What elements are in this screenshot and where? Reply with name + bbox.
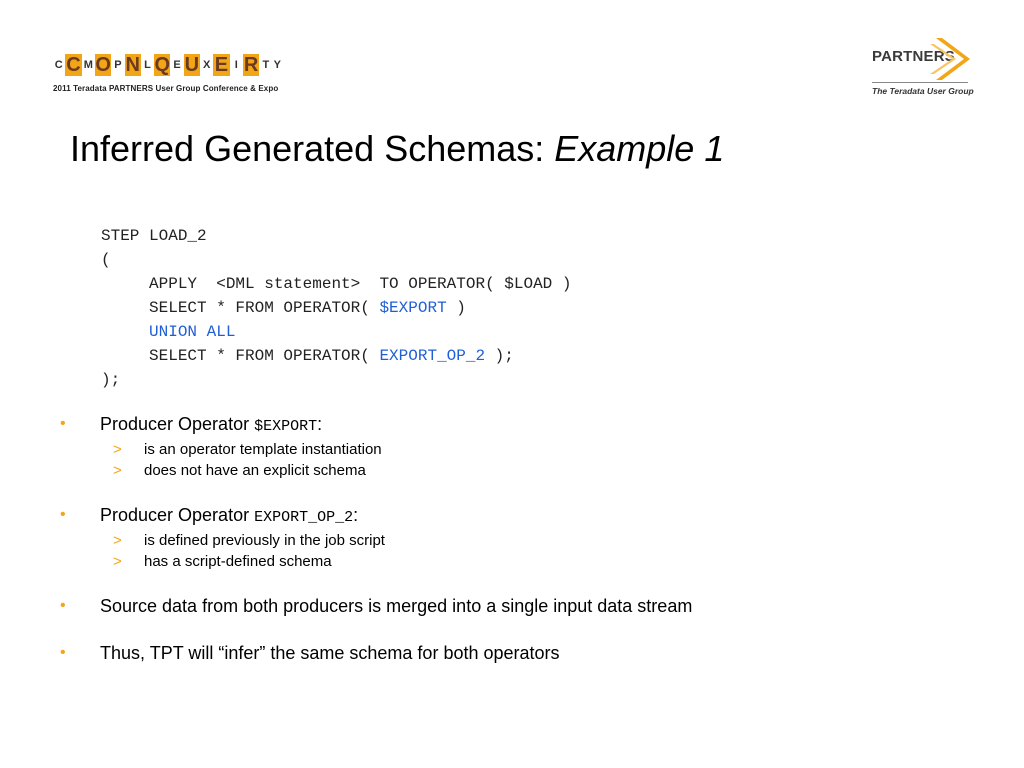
code-block	[101, 224, 571, 392]
sub-bullet-item	[60, 551, 960, 572]
slide-title	[70, 128, 724, 170]
bullet-text: Producer Operator	[100, 414, 255, 434]
code-line: );	[101, 371, 121, 389]
logo-letter: P	[114, 59, 122, 71]
partners-divider	[872, 82, 968, 83]
logo-block-letter: U	[184, 54, 200, 76]
logo-block-letter: C	[66, 54, 81, 76]
code-text: )	[446, 299, 466, 317]
bullet-suffix: :	[317, 414, 323, 434]
code-text: SELECT * FROM OPERATOR(	[101, 299, 380, 317]
logo-letter: T	[262, 59, 270, 71]
logo-letter: M	[83, 59, 93, 71]
code-line: UNION ALL	[101, 323, 236, 341]
bullet-suffix: :	[353, 505, 359, 525]
code-line: APPLY <DML statement> TO OPERATOR( $LOAD )	[101, 275, 572, 293]
code-text: SELECT * FROM OPERATOR(	[101, 347, 380, 365]
logo-letter: Y	[273, 59, 281, 71]
logo-block-letter: E	[214, 54, 229, 76]
bullet-text: Source data from both producers is merged into a single input data stream	[100, 596, 693, 616]
arrow-icon: >	[113, 532, 122, 549]
arrow-icon: >	[113, 553, 122, 570]
bullet-item	[60, 641, 960, 665]
code-line	[101, 296, 571, 320]
bullet-icon: •	[60, 415, 66, 432]
bullet-list	[60, 412, 960, 665]
bullet-text: Thus, TPT will “infer” the same schema for both operators	[100, 643, 560, 663]
chevron-icon	[930, 36, 970, 82]
logo-block-letter: Q	[154, 54, 171, 76]
code-text: );	[485, 347, 514, 365]
sub-bullet-item	[60, 530, 960, 551]
code-line	[101, 344, 571, 368]
logo-block-letter: R	[243, 54, 259, 76]
bullet-code: $EXPORT	[254, 418, 318, 435]
partners-logo	[868, 36, 978, 100]
partners-tagline: The Teradata User Group	[872, 86, 974, 96]
bullet-text: Producer Operator	[100, 505, 255, 525]
logo-block-letter: O	[95, 54, 111, 76]
logo-letter: X	[203, 59, 211, 71]
conference-logo-wordmark	[53, 48, 283, 82]
code-line: (	[101, 251, 111, 269]
bullet-icon: •	[60, 597, 66, 614]
partners-wordmark: PARTNERS	[872, 48, 955, 65]
code-line: STEP LOAD_2	[101, 227, 207, 245]
conference-logo	[53, 48, 283, 100]
conference-subtitle: 2011 Teradata PARTNERS User Group Conference & Expo	[53, 84, 279, 93]
bullet-icon: •	[60, 644, 66, 661]
logo-letter: L	[144, 59, 151, 71]
sub-bullet-text: is defined previously in the job script	[144, 532, 385, 549]
sub-bullet-item	[60, 460, 960, 481]
title-main: Inferred Generated Schemas:	[70, 128, 555, 169]
sub-bullet-text: is an operator template instantiation	[144, 441, 382, 458]
bullet-item	[60, 412, 960, 439]
arrow-icon: >	[113, 441, 122, 458]
title-emphasis: Example 1	[554, 128, 725, 169]
logo-letter: E	[173, 59, 181, 71]
logo-letter: C	[54, 59, 63, 71]
bullet-icon: •	[60, 506, 66, 523]
bullet-item	[60, 503, 960, 530]
logo-letter: I	[234, 59, 238, 71]
code-highlight: $EXPORT	[379, 299, 447, 317]
bullet-code: EXPORT_OP_2	[254, 509, 354, 526]
sub-bullet-item	[60, 439, 960, 460]
code-highlight: EXPORT_OP_2	[379, 347, 486, 365]
bullet-item	[60, 594, 960, 618]
logo-block-letter: N	[125, 54, 140, 76]
sub-bullet-text: does not have an explicit schema	[144, 462, 366, 479]
sub-bullet-text: has a script-defined schema	[144, 553, 332, 570]
arrow-icon: >	[113, 462, 122, 479]
